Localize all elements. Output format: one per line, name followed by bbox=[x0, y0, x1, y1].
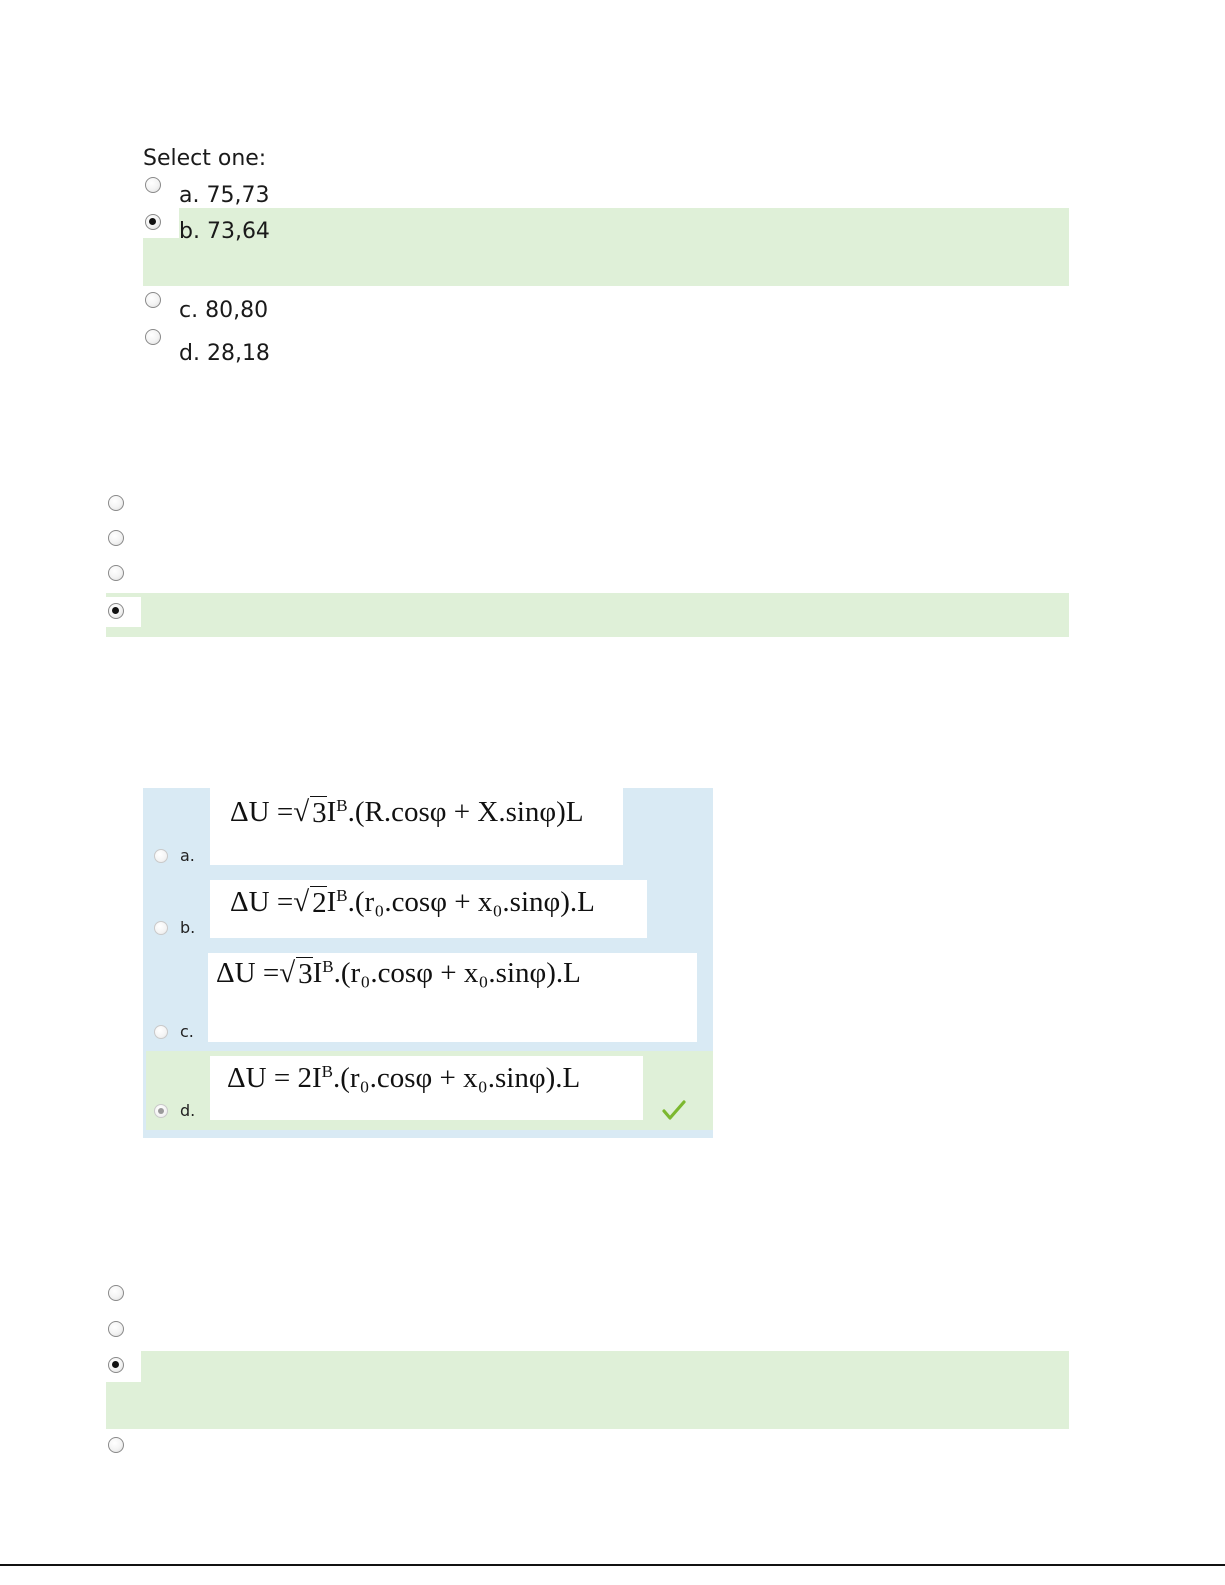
option-b-label[interactable]: b. 73,64 bbox=[179, 219, 270, 244]
correct-answer-highlight bbox=[106, 593, 1069, 637]
option-d-label[interactable]: d. 28,18 bbox=[179, 341, 270, 366]
correct-answer-highlight bbox=[106, 1351, 1069, 1429]
option-4-radio[interactable] bbox=[108, 603, 124, 619]
formula-option-c[interactable]: ΔU = √ 3 I $^B$ .(r₀.cosφ + x₀.sinφ).L bbox=[208, 953, 697, 1042]
select-one-prompt: Select one: bbox=[143, 146, 267, 171]
page-bottom-rule bbox=[0, 1564, 1225, 1566]
formula-option-b[interactable]: ΔU = √ 2 I $^B$ .(r₀.cosφ + x₀.sinφ).L bbox=[210, 880, 647, 938]
sqrt-icon: √ bbox=[293, 796, 310, 828]
option-c-radio[interactable] bbox=[154, 1025, 168, 1039]
option-b-radio[interactable] bbox=[145, 214, 161, 230]
option-4-radio[interactable] bbox=[108, 1437, 124, 1453]
formula-option-d[interactable]: ΔU = 2I $^B$ .(r₀.cosφ + x₀.sinφ).L bbox=[210, 1056, 643, 1120]
option-a-label[interactable]: a. 75,73 bbox=[179, 183, 270, 208]
option-c-letter: c. bbox=[180, 1022, 194, 1041]
option-2-radio[interactable] bbox=[108, 530, 124, 546]
option-b-radio[interactable] bbox=[154, 921, 168, 935]
option-c-radio[interactable] bbox=[145, 292, 161, 308]
option-1-radio[interactable] bbox=[108, 1285, 124, 1301]
option-d-letter: d. bbox=[180, 1101, 196, 1120]
option-a-radio[interactable] bbox=[145, 177, 161, 193]
formula-option-a[interactable]: ΔU = √ 3 I $^B$ .(R.cosφ + X.sinφ)L bbox=[210, 788, 623, 865]
option-b-letter: b. bbox=[180, 918, 196, 937]
option-c-label[interactable]: c. 80,80 bbox=[179, 298, 269, 323]
option-1-radio[interactable] bbox=[108, 495, 124, 511]
option-3-radio[interactable] bbox=[108, 1357, 124, 1373]
sqrt-icon: √ bbox=[279, 957, 296, 989]
checkmark-icon bbox=[662, 1099, 686, 1121]
correct-answer-highlight bbox=[143, 208, 1069, 286]
option-a-radio[interactable] bbox=[154, 849, 168, 863]
option-a-letter: a. bbox=[180, 846, 195, 865]
option-d-radio[interactable] bbox=[145, 329, 161, 345]
option-3-radio[interactable] bbox=[108, 565, 124, 581]
option-d-radio[interactable] bbox=[154, 1104, 168, 1118]
sqrt-icon: √ bbox=[293, 886, 310, 918]
option-2-radio[interactable] bbox=[108, 1321, 124, 1337]
